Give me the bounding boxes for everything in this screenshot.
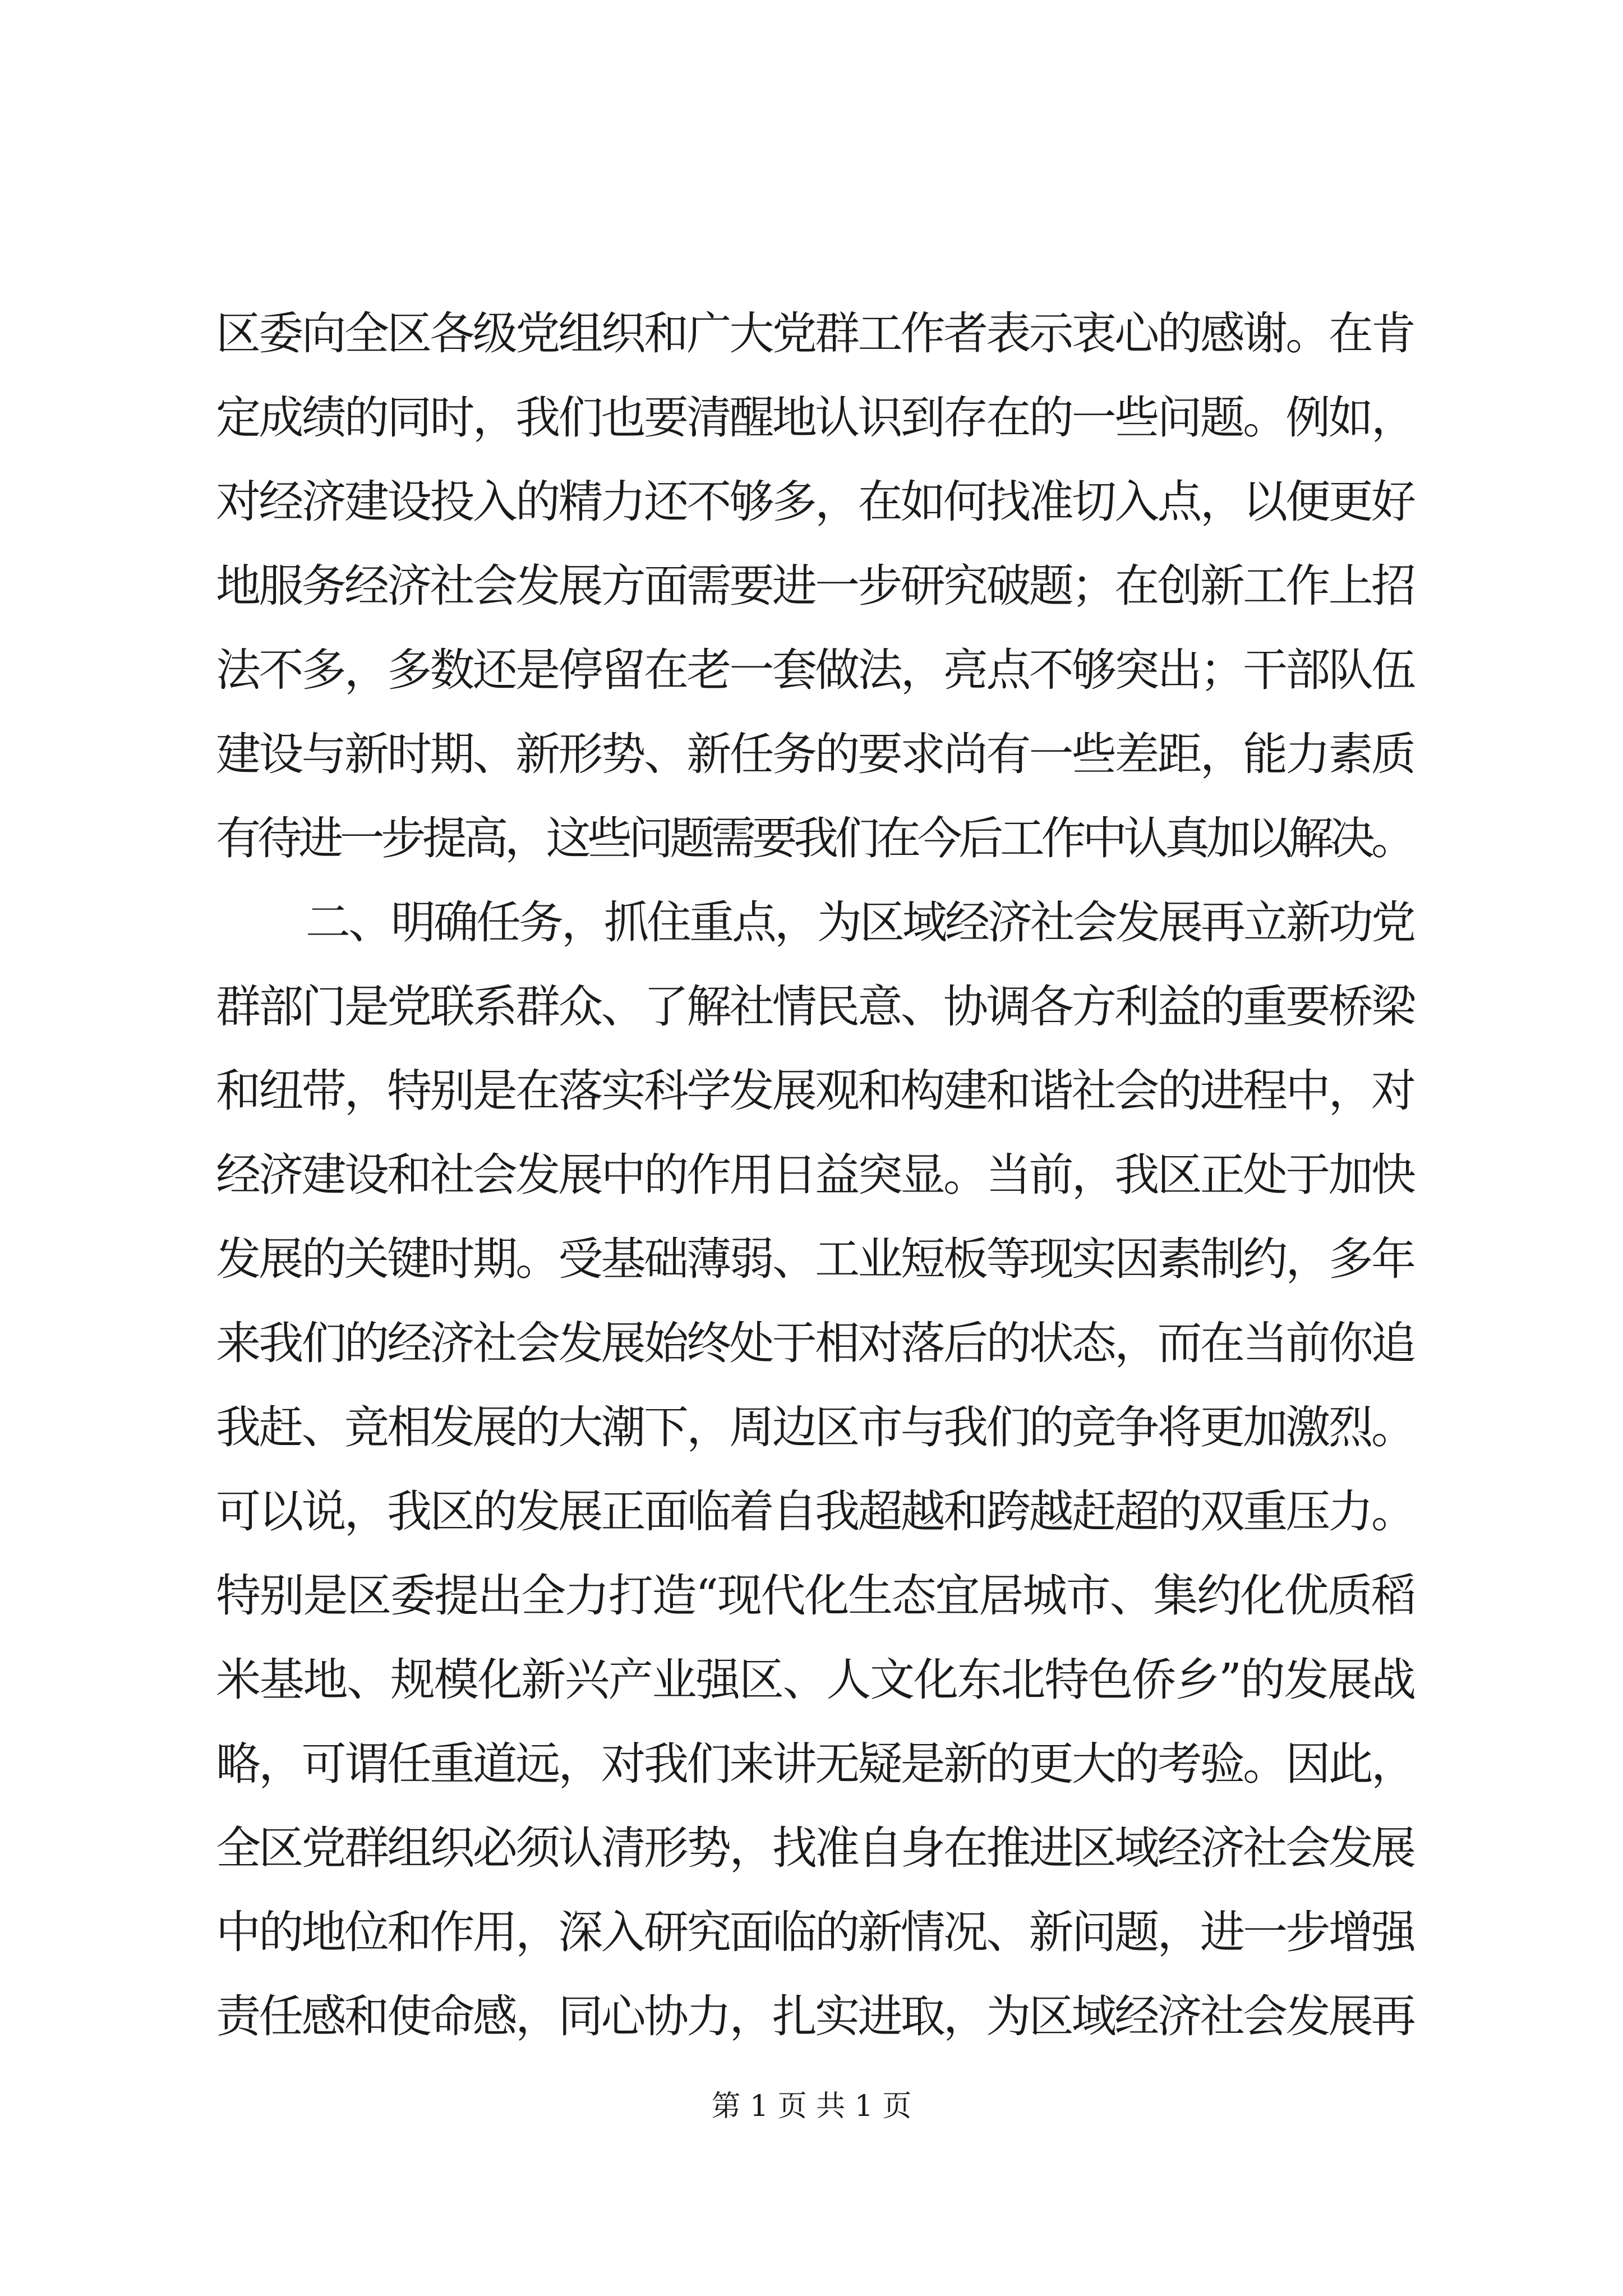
text-line-14: 我赶、竞相发展的大潮下，周边区市与我们的竞争将更加激烈。 — [216, 1401, 1414, 1453]
text-line-2: 定成绩的同时，我们也要清醒地认识到存在的一些问题。例如， — [216, 392, 1414, 444]
text-line-20: 中的地位和作用，深入研究面临的新情况、新问题，进一步增强 — [216, 1906, 1414, 1958]
text-line-4: 地服务经济社会发展方面需要进一步研究破题；在创新工作上招 — [216, 560, 1414, 612]
text-line-6: 建设与新时期、新形势、新任务的要求尚有一些差距，能力素质 — [216, 728, 1414, 780]
section-heading-line: 二、明确任务，抓住重点，为区域经济社会发展再立新功党 — [306, 896, 1414, 949]
text-line-18: 略，可谓任重道远，对我们来讲无疑是新的更大的考验。因此， — [216, 1738, 1414, 1790]
text-line-19: 全区党群组织必须认清形势，找准自身在推进区域经济社会发展 — [216, 1822, 1414, 1874]
text-line-1: 区委向全区各级党组织和广大党群工作者表示衷心的感谢。在肯 — [216, 307, 1414, 360]
text-line-3: 对经济建设投入的精力还不够多，在如何找准切入点，以便更好 — [216, 476, 1414, 528]
text-line-10: 和纽带，特别是在落实科学发展观和构建和谐社会的进程中，对 — [216, 1065, 1414, 1117]
text-line-5: 法不多，多数还是停留在老一套做法，亮点不够突出；干部队伍 — [216, 644, 1414, 696]
page-footer: 第 1 页 共 1 页 — [711, 2090, 912, 2123]
text-line-11: 经济建设和社会发展中的作用日益突显。当前，我区正处于加快 — [216, 1149, 1414, 1201]
text-line-7: 有待进一步提高，这些问题需要我们在今后工作中认真加以解决。 — [216, 812, 1413, 864]
text-line-17: 米基地、规模化新兴产业强区、人文化东北特色侨乡”的发展战 — [216, 1654, 1415, 1706]
text-line-13: 来我们的经济社会发展始终处于相对落后的状态，而在当前你追 — [216, 1317, 1414, 1369]
text-line-16: 特别是区委提出全力打造“现代化生态宜居城市、集约化优质稻 — [216, 1570, 1415, 1622]
text-line-12: 发展的关键时期。受基础薄弱、工业短板等现实因素制约，多年 — [216, 1233, 1414, 1285]
text-line-15: 可以说，我区的发展正面临着自我超越和跨越赶超的双重压力。 — [216, 1485, 1414, 1538]
text-line-9: 群部门是党联系群众、了解社情民意、协调各方利益的重要桥梁 — [216, 981, 1414, 1033]
text-line-21: 责任感和使命感，同心协力，扎实进取，为区域经济社会发展再 — [216, 1990, 1414, 2042]
